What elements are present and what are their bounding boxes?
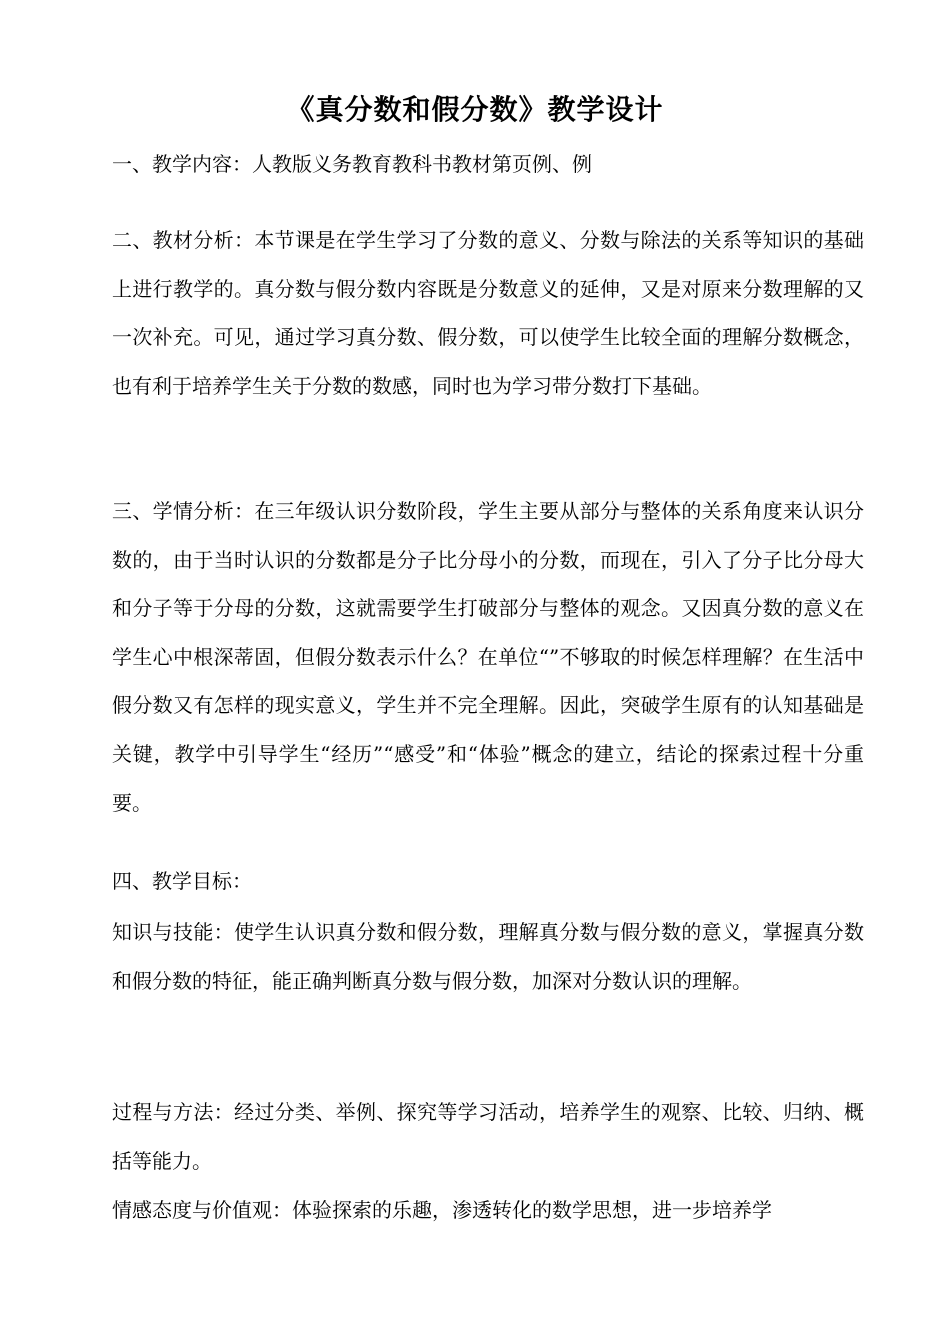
goal-emotion-values: 情感态度与价值观：体验探索的乐趣，渗透转化的数学思想，进一步培养学 [112, 1198, 772, 1222]
goal-process-methods: 过程与方法：经过分类、举例、探究等学习活动，培养学生的观察、比较、归纳、概括等能力。 [112, 1100, 864, 1173]
section-teaching-goals-heading: 四、教学目标： [112, 869, 252, 893]
document-title: 《真分数和假分数》教学设计 [286, 93, 664, 126]
section-teaching-content: 一、教学内容：人教版义务教育教科书教材第页例、例 [112, 152, 592, 176]
section-material-analysis: 二、教材分析：本节课是在学生学习了分数的意义、分数与除法的关系等知识的基础上进行教学的。真分数与假分数内容既是分数意义的延伸，又是对原来分数理解的又一次补充。可见，通过学习真分数、假分数，可以使学生比较全面的理解分数概念，也有利于培养学生关于分数的数感，同时也为学习带分数打下基础。 [112, 228, 864, 398]
goal-knowledge-skills: 知识与技能：使学生认识真分数和假分数，理解真分数与假分数的意义，掌握真分数和假分数的特征，能正确判断真分数与假分数，加深对分数认识的理解。 [112, 920, 864, 993]
section-learner-analysis: 三、学情分析：在三年级认识分数阶段，学生主要从部分与整体的关系角度来认识分数的，由于当时认识的分数都是分子比分母小的分数，而现在，引入了分子比分母大和分子等于分母的分数，这就需要学生打破部分与整体的观念。又因真分数的意义在学生心中根深蒂固，但假分数表示什么？在单位“”不够取的时候怎样理解？在生活中假分数又有怎样的现实意义，学生并不完全理解。因此，突破学生原有的认知基础是关键，教学中引导学生“经历”“感受”和“体验”概念的建立，结论的探索过程十分重要。 [112, 499, 864, 815]
